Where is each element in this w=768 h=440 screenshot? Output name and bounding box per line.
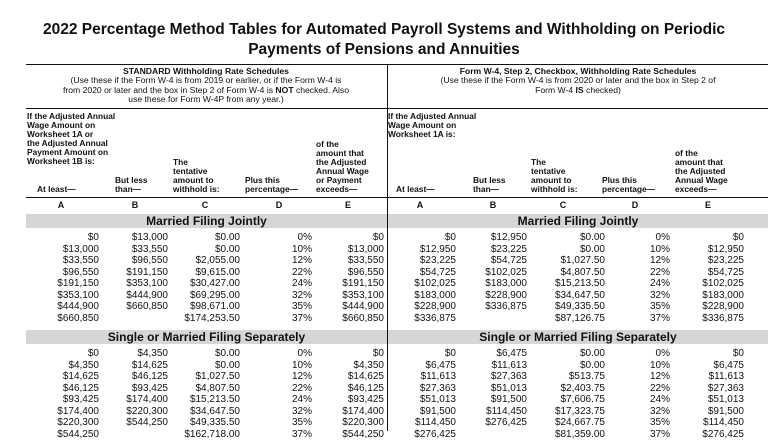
left-cell-exceeds: $544,250 — [304, 429, 384, 440]
right-cell-tentative: $0.00 — [525, 360, 605, 372]
left-cell-percentage: 0% — [232, 232, 312, 244]
right-section-title-single: Single or Married Filing Separately — [388, 330, 768, 345]
left-cell-exceeds: $174,400 — [304, 406, 384, 418]
right-cell-tentative: $513.75 — [525, 371, 605, 383]
page-title — [0, 20, 768, 60]
left-cell-tentative: $69,295.00 — [160, 290, 240, 302]
right-cell-tentative: $2,403.75 — [525, 383, 605, 395]
right-cell-but-less: $91,500 — [447, 394, 527, 406]
left-cell-percentage: 22% — [232, 267, 312, 279]
right-cell-exceeds: $102,025 — [664, 278, 744, 290]
right-tentative-header — [531, 158, 578, 194]
left-cell-at-least: $0 — [19, 232, 99, 244]
right-cell-at-least: $91,500 — [376, 406, 456, 418]
left-letter-a: A — [51, 200, 71, 211]
right-at-least-header: At least— — [396, 185, 435, 194]
left-cell-at-least: $0 — [19, 348, 99, 360]
right-cell-tentative: $49,335.50 — [525, 301, 605, 313]
right-cell-percentage: 35% — [590, 417, 670, 429]
left-letter-b: B — [125, 200, 145, 211]
left-cell-exceeds: $46,125 — [304, 383, 384, 395]
right-cell-but-less: $183,000 — [447, 278, 527, 290]
left-schedule-heading — [26, 67, 386, 104]
left-cell-at-least: $93,425 — [19, 394, 99, 406]
right-cell-percentage: 22% — [590, 267, 670, 279]
header-line: Annual Wage — [675, 176, 728, 185]
header-line: amount that — [675, 158, 728, 167]
left-cell-at-least: $353,100 — [19, 290, 99, 302]
left-cell-but-less: $444,900 — [88, 290, 168, 302]
page-title-line-2: Payments of Pensions and Annuities — [0, 40, 768, 60]
right-cell-at-least: $114,450 — [376, 417, 456, 429]
right-cell-exceeds: $183,000 — [664, 290, 744, 302]
left-cell-exceeds: $191,150 — [304, 278, 384, 290]
left-cell-but-less: $4,350 — [88, 348, 168, 360]
left-cell-but-less: $191,150 — [88, 267, 168, 279]
left-cell-percentage: 12% — [232, 371, 312, 383]
left-exceeds-header — [316, 140, 369, 193]
right-cell-exceeds: $6,475 — [664, 360, 744, 372]
left-cell-percentage: 32% — [232, 290, 312, 302]
left-cell-exceeds: $0 — [304, 348, 384, 360]
header-top-rule — [26, 64, 768, 65]
right-cell-at-least: $54,725 — [376, 267, 456, 279]
right-cell-exceeds: $27,363 — [664, 383, 744, 395]
right-cell-at-least: $0 — [376, 348, 456, 360]
right-schedule-heading — [388, 67, 768, 95]
right-cell-but-less: $51,013 — [447, 383, 527, 395]
right-cell-but-less: $11,613 — [447, 360, 527, 372]
header-line: percentage— — [602, 185, 655, 194]
left-cell-tentative: $174,253.50 — [160, 313, 240, 325]
header-line: the Adjusted — [316, 158, 369, 167]
left-cell-percentage: 10% — [232, 360, 312, 372]
left-cell-exceeds: $14,625 — [304, 371, 384, 383]
left-cell-tentative: $0.00 — [160, 232, 240, 244]
right-cell-at-least: $51,013 — [376, 394, 456, 406]
left-cell-at-least: $191,150 — [19, 278, 99, 290]
right-cell-but-less: $12,950 — [447, 232, 527, 244]
left-cell-exceeds: $444,900 — [304, 301, 384, 313]
right-letter-e: E — [698, 200, 718, 211]
right-cell-exceeds: $276,425 — [664, 429, 744, 440]
left-cell-percentage: 35% — [232, 417, 312, 429]
left-letter-e: E — [338, 200, 358, 211]
right-cell-at-least: $11,613 — [376, 371, 456, 383]
left-cell-but-less: $353,100 — [88, 278, 168, 290]
left-cell-at-least: $174,400 — [19, 406, 99, 418]
right-cell-exceeds: $114,450 — [664, 417, 744, 429]
left-cell-percentage: 24% — [232, 278, 312, 290]
right-cell-percentage: 24% — [590, 278, 670, 290]
right-cell-at-least: $228,900 — [376, 301, 456, 313]
right-schedule-title: Form W-4, Step 2, Checkbox, Withholding Rate Schedules — [388, 67, 768, 76]
left-cell-but-less: $660,850 — [88, 301, 168, 313]
left-cell-exceeds: $33,550 — [304, 255, 384, 267]
left-schedule-title: STANDARD Withholding Rate Schedules — [26, 67, 386, 76]
left-condition-line: If the Adjusted Annual — [27, 112, 115, 121]
left-cell-exceeds: $353,100 — [304, 290, 384, 302]
left-condition-line: Worksheet 1A or — [27, 130, 115, 139]
right-cell-percentage: 37% — [590, 429, 670, 440]
right-condition-line: If the Adjusted Annual — [388, 112, 476, 121]
right-cell-tentative: $87,126.75 — [525, 313, 605, 325]
left-cell-at-least: $33,550 — [19, 255, 99, 267]
left-cell-but-less: $13,000 — [88, 232, 168, 244]
left-cell-tentative: $2,055.00 — [160, 255, 240, 267]
left-cell-but-less: $96,550 — [88, 255, 168, 267]
left-cell-at-least: $96,550 — [19, 267, 99, 279]
header-line: The — [173, 158, 220, 167]
right-cell-percentage: 22% — [590, 383, 670, 395]
left-schedule-desc-c: use these for Form W-4P from any year.) — [26, 95, 386, 104]
header-line: or Payment — [316, 176, 369, 185]
right-cell-but-less: $27,363 — [447, 371, 527, 383]
right-cell-but-less: $114,450 — [447, 406, 527, 418]
right-cell-tentative: $0.00 — [525, 232, 605, 244]
right-cell-at-least: $276,425 — [376, 429, 456, 440]
right-cell-tentative: $4,807.50 — [525, 267, 605, 279]
header-line: than— — [115, 185, 148, 194]
right-cell-percentage: 32% — [590, 406, 670, 418]
left-cell-at-least: $14,625 — [19, 371, 99, 383]
right-schedule-desc-a: (Use these if the Form W-4 is from 2020 or later and the box in Step 2 of — [388, 76, 768, 85]
right-cell-but-less: $54,725 — [447, 255, 527, 267]
left-cell-exceeds: $93,425 — [304, 394, 384, 406]
left-condition-line: Worksheet 1B is: — [27, 157, 115, 166]
right-cell-exceeds: $0 — [664, 348, 744, 360]
left-cell-at-least: $544,250 — [19, 429, 99, 440]
header-line: withhold is: — [173, 185, 220, 194]
right-cell-at-least: $23,225 — [376, 255, 456, 267]
right-cell-exceeds: $11,613 — [664, 371, 744, 383]
header-line: percentage— — [245, 185, 298, 194]
left-condition-line: the Adjusted Annual — [27, 139, 115, 148]
left-condition-line: Payment Amount on — [27, 148, 115, 157]
left-cell-but-less: $220,300 — [88, 406, 168, 418]
header-line: of the — [675, 149, 728, 158]
left-letter-c: C — [195, 200, 215, 211]
header-line: tentative — [173, 167, 220, 176]
right-letter-c: C — [553, 200, 573, 211]
right-cell-tentative: $0.00 — [525, 244, 605, 256]
right-cell-but-less: $23,225 — [447, 244, 527, 256]
left-cell-but-less: $33,550 — [88, 244, 168, 256]
right-cell-exceeds: $23,225 — [664, 255, 744, 267]
left-cell-exceeds: $13,000 — [304, 244, 384, 256]
left-cell-exceeds: $660,850 — [304, 313, 384, 325]
left-cell-tentative: $0.00 — [160, 244, 240, 256]
right-cell-exceeds: $0 — [664, 232, 744, 244]
left-cell-tentative: $162,718.00 — [160, 429, 240, 440]
header-line: of the — [316, 140, 369, 149]
left-cell-but-less: $174,400 — [88, 394, 168, 406]
right-cell-but-less: $102,025 — [447, 267, 527, 279]
column-header-bottom-rule — [26, 197, 768, 198]
left-cell-tentative: $0.00 — [160, 348, 240, 360]
right-cell-exceeds: $336,875 — [664, 313, 744, 325]
header-line: Annual Wage — [316, 167, 369, 176]
right-cell-tentative: $81,359.00 — [525, 429, 605, 440]
right-cell-percentage: 12% — [590, 371, 670, 383]
right-letter-a: A — [410, 200, 430, 211]
right-cell-at-least: $6,475 — [376, 360, 456, 372]
left-cell-percentage: 10% — [232, 244, 312, 256]
header-line: amount to — [531, 176, 578, 185]
left-cell-exceeds: $96,550 — [304, 267, 384, 279]
right-cell-but-less: $276,425 — [447, 417, 527, 429]
right-cell-exceeds: $91,500 — [664, 406, 744, 418]
right-cell-percentage: 10% — [590, 244, 670, 256]
header-line: exceeds— — [316, 185, 369, 194]
right-cell-at-least: $102,025 — [376, 278, 456, 290]
right-cell-percentage: 32% — [590, 290, 670, 302]
left-cell-tentative: $9,615.00 — [160, 267, 240, 279]
right-cell-percentage: 10% — [590, 360, 670, 372]
left-cell-tentative: $4,807.50 — [160, 383, 240, 395]
right-schedule-desc-b: Form W-4 IS checked) — [388, 86, 768, 95]
right-cell-tentative: $15,213.50 — [525, 278, 605, 290]
header-line: tentative — [531, 167, 578, 176]
right-cell-tentative: $7,606.75 — [525, 394, 605, 406]
left-condition-header — [27, 112, 115, 165]
left-cell-but-less: $544,250 — [88, 417, 168, 429]
left-cell-percentage: 22% — [232, 383, 312, 395]
right-cell-exceeds: $12,950 — [664, 244, 744, 256]
right-cell-at-least: $27,363 — [376, 383, 456, 395]
left-cell-but-less: $93,425 — [88, 383, 168, 395]
right-cell-percentage: 0% — [590, 232, 670, 244]
left-cell-tentative: $0.00 — [160, 360, 240, 372]
left-cell-percentage: 12% — [232, 255, 312, 267]
left-letter-d: D — [269, 200, 289, 211]
header-line: But less — [473, 176, 506, 185]
header-line: exceeds— — [675, 185, 728, 194]
left-cell-at-least: $13,000 — [19, 244, 99, 256]
header-line: But less — [115, 176, 148, 185]
left-cell-at-least: $46,125 — [19, 383, 99, 395]
left-cell-tentative: $1,027.50 — [160, 371, 240, 383]
header-line: withhold is: — [531, 185, 578, 194]
header-line: amount that — [316, 149, 369, 158]
right-exceeds-header — [675, 149, 728, 194]
header-line: the Adjusted — [675, 167, 728, 176]
left-but-less-header — [115, 176, 148, 194]
left-at-least-header: At least— — [37, 185, 76, 194]
right-cell-but-less: $6,475 — [447, 348, 527, 360]
right-cell-at-least: $183,000 — [376, 290, 456, 302]
right-cell-percentage: 24% — [590, 394, 670, 406]
left-cell-percentage: 37% — [232, 313, 312, 325]
right-section-title-married: Married Filing Jointly — [388, 214, 768, 229]
left-cell-tentative: $49,335.50 — [160, 417, 240, 429]
left-cell-percentage: 0% — [232, 348, 312, 360]
right-cell-exceeds: $228,900 — [664, 301, 744, 313]
left-schedule-desc-b: from 2020 or later and the box in Step 2 of Form W-4 is NOT checked. Also — [26, 86, 386, 95]
header-line: Plus this — [602, 176, 655, 185]
right-cell-but-less: $228,900 — [447, 290, 527, 302]
header-line: The — [531, 158, 578, 167]
header-line: Plus this — [245, 176, 298, 185]
left-cell-tentative: $30,427.00 — [160, 278, 240, 290]
left-cell-percentage: 24% — [232, 394, 312, 406]
left-plus-header — [245, 176, 298, 194]
left-cell-at-least: $444,900 — [19, 301, 99, 313]
right-cell-exceeds: $51,013 — [664, 394, 744, 406]
header-line: amount to — [173, 176, 220, 185]
right-condition-line: Wage Amount on — [388, 121, 476, 130]
right-cell-tentative: $0.00 — [525, 348, 605, 360]
left-cell-at-least: $660,850 — [19, 313, 99, 325]
left-tentative-header — [173, 158, 220, 194]
right-cell-but-less: $336,875 — [447, 301, 527, 313]
left-cell-exceeds: $220,300 — [304, 417, 384, 429]
right-cell-tentative: $1,027.50 — [525, 255, 605, 267]
right-condition-header — [388, 112, 476, 139]
right-plus-header — [602, 176, 655, 194]
schedule-heading-bottom-rule — [26, 108, 768, 109]
left-cell-tentative: $15,213.50 — [160, 394, 240, 406]
left-cell-but-less: $14,625 — [88, 360, 168, 372]
right-cell-exceeds: $54,725 — [664, 267, 744, 279]
left-section-title-married: Married Filing Jointly — [26, 214, 387, 229]
right-condition-line: Worksheet 1A is: — [388, 130, 476, 139]
left-cell-tentative: $98,671.00 — [160, 301, 240, 313]
right-cell-at-least: $336,875 — [376, 313, 456, 325]
left-cell-percentage: 35% — [232, 301, 312, 313]
right-cell-percentage: 37% — [590, 313, 670, 325]
left-cell-tentative: $34,647.50 — [160, 406, 240, 418]
right-but-less-header — [473, 176, 506, 194]
left-cell-but-less: $46,125 — [88, 371, 168, 383]
right-letter-b: B — [483, 200, 503, 211]
header-line: than— — [473, 185, 506, 194]
right-cell-tentative: $24,667.75 — [525, 417, 605, 429]
right-cell-percentage: 12% — [590, 255, 670, 267]
right-cell-at-least: $0 — [376, 232, 456, 244]
left-condition-line: Wage Amount on — [27, 121, 115, 130]
left-schedule-desc-a: (Use these if the Form W-4 is from 2019 or earlier, or if the Form W-4 is — [26, 76, 386, 85]
page-title-line-1: 2022 Percentage Method Tables for Automated Payroll Systems and Withholding on Periodic — [0, 20, 768, 40]
right-cell-tentative: $17,323.75 — [525, 406, 605, 418]
right-cell-at-least: $12,950 — [376, 244, 456, 256]
left-section-title-single: Single or Married Filing Separately — [26, 330, 387, 345]
left-cell-percentage: 32% — [232, 406, 312, 418]
left-cell-exceeds: $0 — [304, 232, 384, 244]
right-cell-percentage: 0% — [590, 348, 670, 360]
left-cell-percentage: 37% — [232, 429, 312, 440]
right-cell-tentative: $34,647.50 — [525, 290, 605, 302]
left-cell-at-least: $220,300 — [19, 417, 99, 429]
right-letter-d: D — [625, 200, 645, 211]
left-cell-at-least: $4,350 — [19, 360, 99, 372]
right-cell-percentage: 35% — [590, 301, 670, 313]
left-cell-exceeds: $4,350 — [304, 360, 384, 372]
